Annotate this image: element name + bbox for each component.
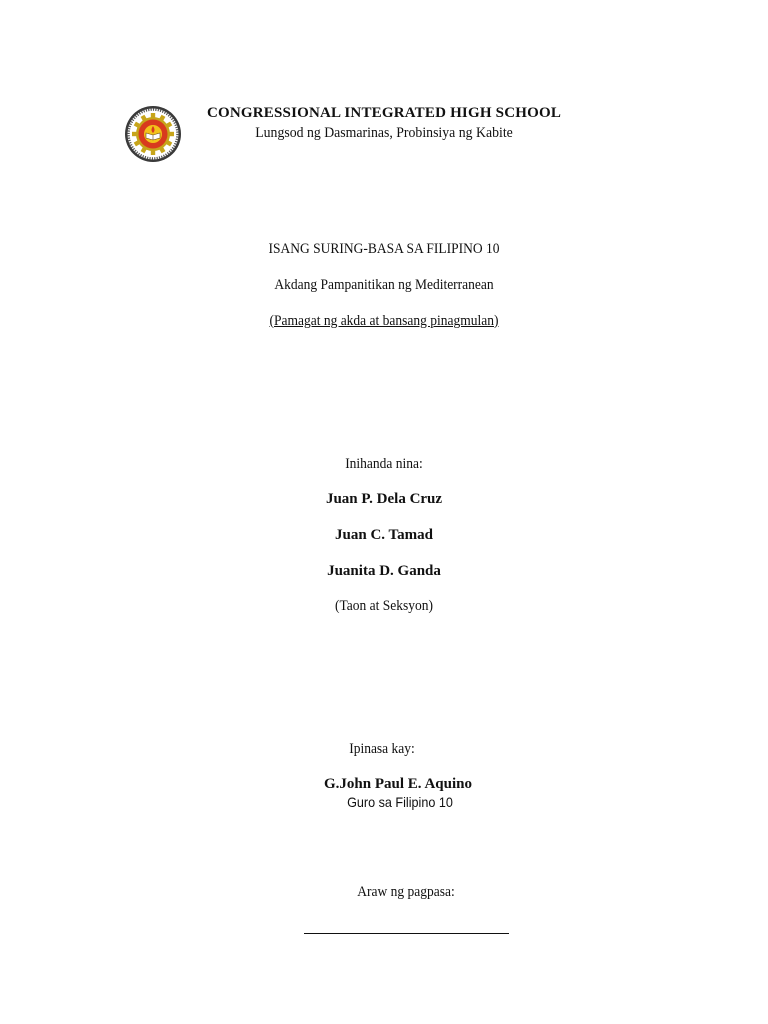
title-placeholder: (Pamagat ng akda at bansang pinagmulan) xyxy=(269,313,499,329)
year-section-placeholder: (Taon at Seksyon) xyxy=(334,598,434,614)
author-name: Juan C. Tamad xyxy=(335,527,433,543)
report-title: ISANG SURING-BASA SA FILIPINO 10 xyxy=(268,241,500,257)
date-signature-line xyxy=(304,933,509,934)
report-subtitle: Akdang Pampanitikan ng Mediterranean xyxy=(274,277,494,293)
submission-date-label: Araw ng pagpasa: xyxy=(357,884,455,900)
school-name: CONGRESSIONAL INTEGRATED HIGH SCHOOL xyxy=(206,105,562,121)
teacher-role: Guro sa Filipino 10 xyxy=(347,794,453,810)
prepared-by-label: Inihanda nina: xyxy=(345,456,423,472)
author-name: Juan P. Dela Cruz xyxy=(325,491,443,507)
submitted-to-label: Ipinasa kay: xyxy=(349,741,415,757)
author-name: Juanita D. Ganda xyxy=(327,563,441,579)
teacher-name: G.John Paul E. Aquino xyxy=(324,776,472,792)
school-address: Lungsod ng Dasmarinas, Probinsiya ng Kabite xyxy=(255,125,513,141)
